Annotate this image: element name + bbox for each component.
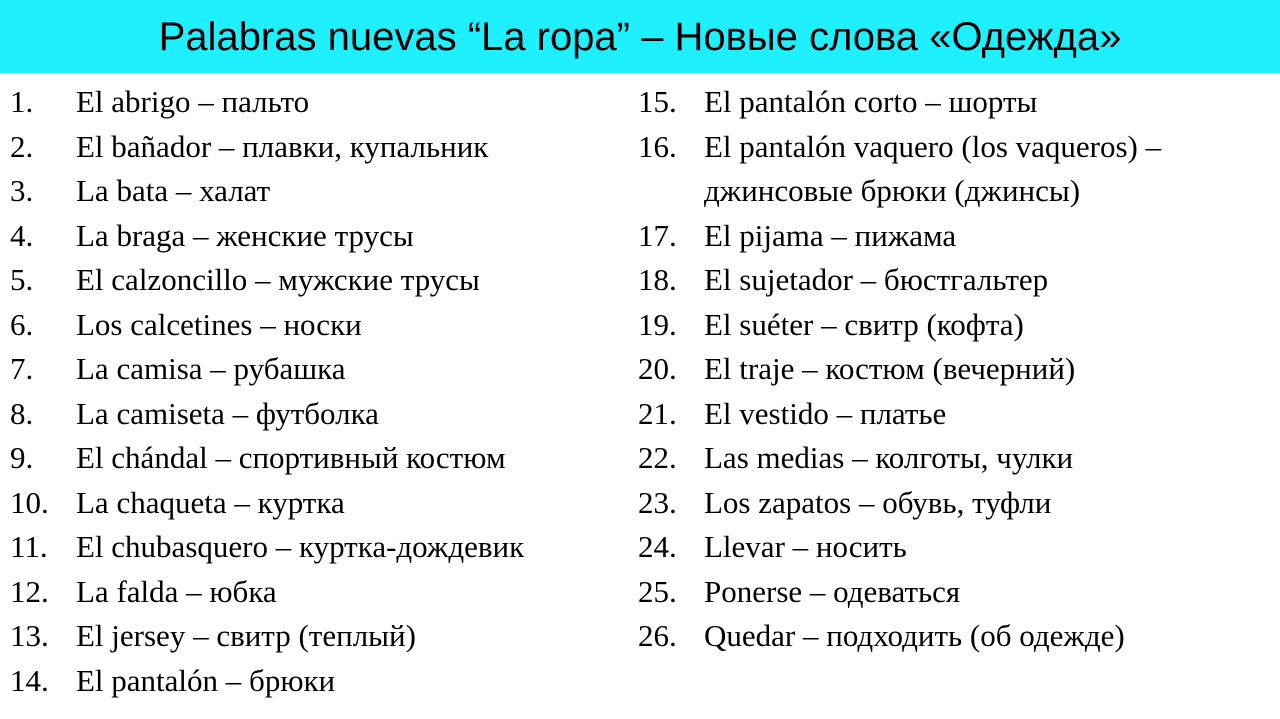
vocab-item-number: 2. — [10, 128, 34, 164]
vocab-item-line: El calzoncillo – мужские трусы — [76, 262, 480, 297]
vocab-item-text — [704, 436, 1270, 481]
vocab-item — [638, 80, 1270, 125]
vocab-item-line: La camiseta – футболка — [76, 395, 379, 431]
vocab-item-number: 13. — [10, 618, 49, 653]
vocab-item-line: El chándal – спортивный костюм — [76, 440, 506, 475]
vocab-item-text — [76, 570, 630, 615]
vocab-item — [10, 125, 630, 170]
vocab-item — [10, 659, 630, 704]
vocab-item-line: La falda – юбка — [76, 573, 277, 609]
vocab-item-number: 1. — [10, 84, 34, 119]
vocab-item-number: 12. — [10, 573, 49, 609]
vocab-item-number: 9. — [10, 440, 34, 475]
vocab-item — [638, 347, 1270, 392]
vocab-item-number: 14. — [10, 662, 49, 698]
vocab-list-left — [10, 80, 630, 703]
vocab-item — [10, 80, 630, 125]
vocab-item-number: 8. — [10, 395, 34, 431]
vocab-item-line: La chaqueta – куртка — [76, 484, 345, 520]
vocab-item-line: El jersey – свитр (теплый) — [76, 618, 416, 653]
vocab-item-line: La braga – женские трусы — [76, 217, 414, 253]
vocab-item — [638, 614, 1270, 659]
title-bar — [0, 0, 1280, 73]
vocab-item-number: 19. — [638, 306, 677, 342]
vocab-item-line: El pantalón vaquero (los vaqueros) – — [704, 128, 1162, 164]
vocab-item — [10, 570, 630, 615]
vocab-item-number: 21. — [638, 395, 677, 431]
vocab-item-line: джинсовые брюки (джинсы) — [704, 173, 1081, 208]
vocab-item-line: Llevar – носить — [704, 529, 907, 564]
vocab-item-number: 16. — [638, 128, 677, 164]
vocab-item-text — [704, 303, 1270, 348]
vocab-item-text — [76, 614, 630, 659]
vocab-item-text — [76, 214, 630, 259]
vocab-item — [10, 392, 630, 437]
vocab-item — [638, 303, 1270, 348]
vocab-item-text — [76, 80, 630, 125]
vocab-item — [10, 481, 630, 526]
vocab-item — [638, 436, 1270, 481]
vocab-item-number: 11. — [10, 529, 48, 564]
vocab-item-text — [704, 614, 1270, 659]
vocab-item-number: 23. — [638, 484, 677, 520]
vocab-item — [638, 392, 1270, 437]
vocab-item — [10, 214, 630, 259]
vocab-item-text — [704, 80, 1270, 125]
vocab-item-number: 22. — [638, 440, 677, 475]
vocab-item-line: Ponerse – одеваться — [704, 573, 961, 609]
vocab-item-text — [76, 347, 630, 392]
vocab-item-line: El suéter – свитр (кофта) — [704, 306, 1024, 342]
vocab-item-number: 10. — [10, 484, 49, 520]
vocab-item-number: 15. — [638, 84, 677, 119]
vocab-item-line: El vestido – платье — [704, 395, 947, 431]
vocab-item-text — [704, 258, 1270, 303]
vocab-item-number: 6. — [10, 306, 34, 342]
vocab-item-number: 25. — [638, 573, 677, 609]
vocab-item — [10, 258, 630, 303]
vocab-item-line: La camisa – рубашка — [76, 351, 346, 386]
vocab-item-line: El chubasquero – куртка-дождевик — [76, 529, 525, 564]
vocab-item-text — [76, 303, 630, 348]
vocab-item — [10, 614, 630, 659]
vocab-item-number: 4. — [10, 217, 34, 253]
vocab-item — [638, 481, 1270, 526]
vocab-item-text — [704, 347, 1270, 392]
vocab-item-text — [76, 525, 630, 570]
vocab-item — [638, 125, 1270, 214]
vocab-item-text — [76, 125, 630, 170]
vocab-item-line: El sujetador – бюстгальтер — [704, 262, 1049, 297]
vocab-item-number: 20. — [638, 351, 677, 386]
vocab-item — [638, 525, 1270, 570]
vocab-item-line: El abrigo – пальто — [76, 84, 310, 119]
vocab-item-number: 17. — [638, 217, 677, 253]
vocab-item-text — [704, 525, 1270, 570]
vocab-item-text — [704, 570, 1270, 615]
vocab-item-text — [704, 392, 1270, 437]
vocab-item-number: 5. — [10, 262, 34, 297]
vocab-item-number: 26. — [638, 618, 677, 653]
vocab-item-text — [76, 169, 630, 214]
vocab-item-text — [704, 481, 1270, 526]
page-title: Palabras nuevas “La ropa” – Новые слова «Одежда» — [158, 14, 1122, 59]
vocab-item-line: El pantalón corto – шорты — [704, 84, 1038, 119]
vocab-item-number: 3. — [10, 173, 34, 208]
vocab-item — [638, 214, 1270, 259]
vocab-item — [10, 436, 630, 481]
vocab-item — [10, 525, 630, 570]
vocab-item — [10, 169, 630, 214]
vocab-item — [10, 303, 630, 348]
vocab-item-line: Quedar – подходить (об одежде) — [704, 618, 1125, 653]
vocab-item-line: El pijama – пижама — [704, 217, 957, 253]
vocab-item-number: 18. — [638, 262, 677, 297]
vocab-item-text — [76, 258, 630, 303]
vocab-item — [638, 570, 1270, 615]
vocab-item-line: Las medias – колготы, чулки — [704, 440, 1074, 475]
vocab-item — [10, 347, 630, 392]
vocab-item-line: El pantalón – брюки — [76, 662, 336, 698]
vocab-item-line: Los zapatos – обувь, туфли — [704, 484, 1052, 520]
vocab-item-text — [76, 481, 630, 526]
vocab-item-line: El bañador – плавки, купальник — [76, 128, 489, 164]
vocab-item-text — [704, 214, 1270, 259]
vocab-item-line: El traje – костюм (вечерний) — [704, 351, 1076, 386]
vocab-item-number: 7. — [10, 351, 34, 386]
vocab-item-number: 24. — [638, 529, 677, 564]
vocab-item-text — [76, 436, 630, 481]
vocab-item-text — [704, 125, 1270, 214]
vocab-item-text — [76, 659, 630, 704]
vocab-item-text — [76, 392, 630, 437]
vocab-item-line: Los calcetines – носки — [76, 306, 362, 342]
vocab-list-right — [638, 80, 1270, 659]
vocab-item-line: La bata – халат — [76, 173, 271, 208]
vocab-item — [638, 258, 1270, 303]
